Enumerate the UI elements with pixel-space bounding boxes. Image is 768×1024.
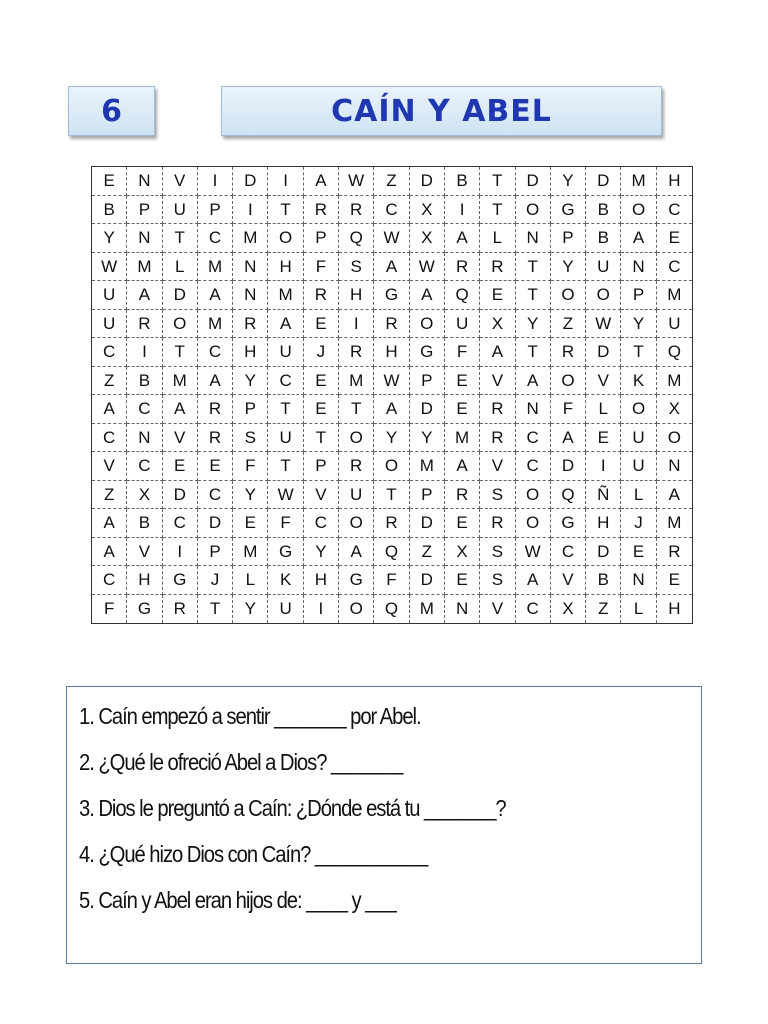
grid-cell: M [233,224,268,253]
grid-cell: F [374,566,409,595]
grid-cell: H [339,281,374,310]
grid-cell: O [551,281,586,310]
grid-cell: D [586,338,621,367]
grid-cell: O [621,196,656,225]
grid-cell: V [163,424,198,453]
grid-cell: A [516,566,551,595]
grid-cell: M [445,424,480,453]
grid-cell: M [198,310,233,339]
grid-cell: A [621,224,656,253]
grid-cell: P [304,452,339,481]
grid-cell: B [586,224,621,253]
grid-cell: N [657,452,692,481]
grid-cell: Y [551,167,586,196]
grid-cell: R [304,281,339,310]
grid-cell: P [621,281,656,310]
grid-cell: W [268,481,303,510]
grid-cell: M [233,538,268,567]
grid-cell: A [410,281,445,310]
grid-cell: I [127,338,162,367]
question-5: 5. Caín y Abel eran hijos de: ____ y ___ [79,887,396,913]
grid-cell: H [586,509,621,538]
grid-cell: A [198,367,233,396]
grid-cell: T [516,281,551,310]
grid-cell: O [516,509,551,538]
grid-cell: R [445,253,480,282]
grid-cell: V [480,452,515,481]
grid-cell: W [92,253,127,282]
grid-cell: R [127,310,162,339]
grid-cell: T [480,167,515,196]
grid-cell: V [304,481,339,510]
grid-cell: G [551,509,586,538]
grid-cell: Z [92,481,127,510]
grid-cell: V [92,452,127,481]
grid-cell: G [163,566,198,595]
question-1: 1. Caín empezó a sentir _______ por Abel. [79,703,421,729]
grid-cell: O [163,310,198,339]
grid-cell: G [339,566,374,595]
grid-cell: T [268,395,303,424]
grid-cell: K [621,367,656,396]
grid-cell: P [233,395,268,424]
grid-cell: Y [233,367,268,396]
grid-cell: Z [92,367,127,396]
grid-cell: X [551,595,586,624]
question-2: 2. ¿Qué le ofreció Abel a Dios? _______ [79,749,403,775]
grid-cell: R [304,196,339,225]
grid-cell: P [198,538,233,567]
grid-cell: R [374,509,409,538]
grid-cell: V [551,566,586,595]
grid-cell: B [586,566,621,595]
grid-cell: A [657,481,692,510]
grid-cell: H [268,253,303,282]
grid-cell: H [233,338,268,367]
grid-cell: F [268,509,303,538]
grid-cell: Y [551,253,586,282]
grid-cell: C [657,253,692,282]
grid-cell: C [198,224,233,253]
grid-cell: E [657,224,692,253]
grid-cell: H [657,167,692,196]
grid-cell: T [268,452,303,481]
grid-cell: T [480,196,515,225]
grid-cell: Q [374,595,409,624]
grid-cell: I [163,538,198,567]
grid-cell: W [410,253,445,282]
grid-cell: R [480,395,515,424]
grid-cell: F [92,595,127,624]
grid-cell: F [233,452,268,481]
grid-cell: R [445,481,480,510]
grid-cell: E [445,395,480,424]
grid-cell: N [621,566,656,595]
grid-cell: O [268,224,303,253]
grid-cell: I [339,310,374,339]
grid-cell: N [127,167,162,196]
grid-cell: T [516,338,551,367]
grid-cell: M [657,367,692,396]
grid-cell: T [163,338,198,367]
grid-cell: Y [410,424,445,453]
grid-cell: E [304,367,339,396]
grid-cell: O [621,395,656,424]
grid-cell: D [551,452,586,481]
grid-cell: X [445,538,480,567]
grid-cell: G [127,595,162,624]
grid-cell: D [163,281,198,310]
grid-cell: Q [657,338,692,367]
grid-cell: L [233,566,268,595]
grid-cell: C [268,367,303,396]
grid-cell: U [621,424,656,453]
grid-cell: C [127,395,162,424]
grid-cell: A [268,310,303,339]
grid-cell: M [163,367,198,396]
grid-cell: A [374,253,409,282]
grid-cell: M [410,452,445,481]
grid-cell: V [586,367,621,396]
grid-cell: T [304,424,339,453]
grid-cell: R [480,253,515,282]
grid-cell: R [233,310,268,339]
grid-cell: E [304,310,339,339]
grid-cell: E [586,424,621,453]
grid-cell: M [657,509,692,538]
grid-cell: U [586,253,621,282]
grid-cell: M [657,281,692,310]
page-title: CAÍN Y ABEL [221,86,662,136]
grid-cell: E [163,452,198,481]
grid-cell: H [304,566,339,595]
grid-cell: E [480,281,515,310]
grid-cell: U [445,310,480,339]
grid-cell: R [198,395,233,424]
grid-cell: U [163,196,198,225]
grid-cell: C [304,509,339,538]
grid-cell: I [268,167,303,196]
grid-cell: B [445,167,480,196]
grid-cell: G [410,338,445,367]
grid-cell: L [621,595,656,624]
grid-cell: O [516,481,551,510]
grid-cell: Q [339,224,374,253]
grid-cell: A [163,395,198,424]
grid-cell: H [374,338,409,367]
grid-cell: C [92,566,127,595]
grid-cell: C [551,538,586,567]
grid-cell: O [586,281,621,310]
grid-cell: A [92,395,127,424]
grid-cell: R [339,338,374,367]
grid-cell: M [268,281,303,310]
grid-cell: M [410,595,445,624]
word-search-grid [91,166,693,624]
grid-cell: N [516,224,551,253]
question-4: 4. ¿Qué hizo Dios con Caín? ___________ [79,841,428,867]
grid-cell: R [374,310,409,339]
grid-cell: L [586,395,621,424]
grid-cell: O [516,196,551,225]
grid-cell: M [621,167,656,196]
grid-cell: O [410,310,445,339]
grid-cell: Y [233,481,268,510]
grid-cell: J [198,566,233,595]
grid-cell: C [516,452,551,481]
grid-cell: B [127,509,162,538]
grid-cell: A [92,509,127,538]
grid-cell: J [621,509,656,538]
grid-cell: Z [586,595,621,624]
grid-cell: A [551,424,586,453]
grid-cell: V [480,367,515,396]
grid-cell: R [339,196,374,225]
grid-cell: C [374,196,409,225]
grid-cell: R [551,338,586,367]
grid-cell: Q [445,281,480,310]
grid-cell: D [410,509,445,538]
grid-cell: W [586,310,621,339]
grid-cell: J [304,338,339,367]
grid-cell: D [516,167,551,196]
grid-cell: U [268,424,303,453]
grid-cell: C [657,196,692,225]
grid-cell: S [480,538,515,567]
grid-cell: D [163,481,198,510]
grid-cell: G [551,196,586,225]
grid-cell: E [92,167,127,196]
grid-cell: O [339,595,374,624]
grid-cell: M [339,367,374,396]
grid-cell: E [657,566,692,595]
grid-cell: M [198,253,233,282]
grid-cell: Z [551,310,586,339]
grid-cell: E [445,566,480,595]
grid-cell: X [410,196,445,225]
grid-cell: E [445,509,480,538]
grid-cell: Y [374,424,409,453]
grid-cell: P [551,224,586,253]
grid-cell: D [410,566,445,595]
grid-cell: R [198,424,233,453]
grid-cell: A [445,452,480,481]
grid-cell: O [339,509,374,538]
grid-cell: O [551,367,586,396]
grid-cell: I [304,595,339,624]
grid-cell: Y [92,224,127,253]
grid-cell: W [374,367,409,396]
grid-cell: Y [233,595,268,624]
grid-cell: C [198,481,233,510]
grid-cell: U [339,481,374,510]
grid-cell: Y [516,310,551,339]
grid-cell: C [127,452,162,481]
grid-cell: A [374,395,409,424]
grid-cell: W [374,224,409,253]
grid-cell: A [445,224,480,253]
grid-cell: T [374,481,409,510]
grid-cell: C [198,338,233,367]
grid-cell: V [480,595,515,624]
grid-cell: B [586,196,621,225]
grid-cell: U [92,310,127,339]
grid-cell: S [480,481,515,510]
grid-cell: I [445,196,480,225]
grid-cell: S [233,424,268,453]
grid-cell: Q [374,538,409,567]
grid-cell: G [374,281,409,310]
grid-cell: X [657,395,692,424]
grid-cell: A [480,338,515,367]
question-3: 3. Dios le preguntó a Caín: ¿Dónde está tu _______? [79,795,506,821]
grid-cell: A [127,281,162,310]
grid-cell: D [586,538,621,567]
grid-cell: F [445,338,480,367]
grid-cell: O [657,424,692,453]
grid-cell: C [516,595,551,624]
grid-cell: A [339,538,374,567]
grid-cell: T [339,395,374,424]
grid-cell: A [516,367,551,396]
grid-cell: U [621,452,656,481]
grid-cell: N [445,595,480,624]
grid-cell: B [92,196,127,225]
grid-cell: D [233,167,268,196]
grid-cell: E [304,395,339,424]
grid-cell: R [480,509,515,538]
grid-cell: B [127,367,162,396]
grid-cell: A [304,167,339,196]
grid-cell: T [268,196,303,225]
questions-box [66,686,702,964]
grid-cell: A [198,281,233,310]
grid-cell: S [480,566,515,595]
grid-cell: V [163,167,198,196]
grid-cell: U [92,281,127,310]
grid-cell: D [198,509,233,538]
grid-cell: X [410,224,445,253]
grid-cell: N [127,424,162,453]
grid-cell: U [268,595,303,624]
grid-cell: T [163,224,198,253]
grid-cell: V [127,538,162,567]
grid-cell: L [480,224,515,253]
grid-cell: Y [304,538,339,567]
grid-cell: H [127,566,162,595]
grid-cell: Z [410,538,445,567]
exercise-number: 6 [68,86,155,136]
grid-cell: D [410,167,445,196]
grid-cell: W [516,538,551,567]
grid-cell: N [127,224,162,253]
grid-cell: T [621,338,656,367]
grid-cell: R [480,424,515,453]
grid-cell: O [374,452,409,481]
grid-cell: P [198,196,233,225]
grid-cell: R [339,452,374,481]
grid-cell: C [516,424,551,453]
grid-cell: C [92,424,127,453]
grid-cell: H [668,599,681,619]
grid-cell: N [516,395,551,424]
grid-cell: L [163,253,198,282]
grid-cell: W [339,167,374,196]
grid-cell: P [304,224,339,253]
grid-cell: E [198,452,233,481]
grid-cell: E [233,509,268,538]
grid-cell: E [445,367,480,396]
grid-cell: U [268,338,303,367]
grid-cell: U [657,310,692,339]
grid-cell: D [586,167,621,196]
grid-cell: Y [621,310,656,339]
grid-cell: F [304,253,339,282]
grid-cell: L [621,481,656,510]
grid-cell: S [339,253,374,282]
grid-cell: D [410,395,445,424]
grid-cell: A [92,538,127,567]
grid-cell: Z [374,167,409,196]
grid-cell: K [268,566,303,595]
grid-cell: P [410,367,445,396]
grid-cell: I [586,452,621,481]
grid-cell: M [127,253,162,282]
grid-cell: F [551,395,586,424]
grid-cell: Ñ [586,481,621,510]
grid-cell: Q [551,481,586,510]
grid-cell: R [657,538,692,567]
grid-cell: N [621,253,656,282]
grid-cell: O [339,424,374,453]
grid-cell: C [92,338,127,367]
grid-cell: X [127,481,162,510]
grid-cell: R [163,595,198,624]
grid-cell: E [621,538,656,567]
grid-cell: T [198,595,233,624]
grid-cell: G [268,538,303,567]
grid-cell: I [198,167,233,196]
grid-cell: P [127,196,162,225]
grid-cell: P [410,481,445,510]
grid-cell: N [233,253,268,282]
grid-cell: N [233,281,268,310]
grid-cell: X [480,310,515,339]
grid-cell: I [233,196,268,225]
grid-cell: T [516,253,551,282]
grid-cell: C [163,509,198,538]
